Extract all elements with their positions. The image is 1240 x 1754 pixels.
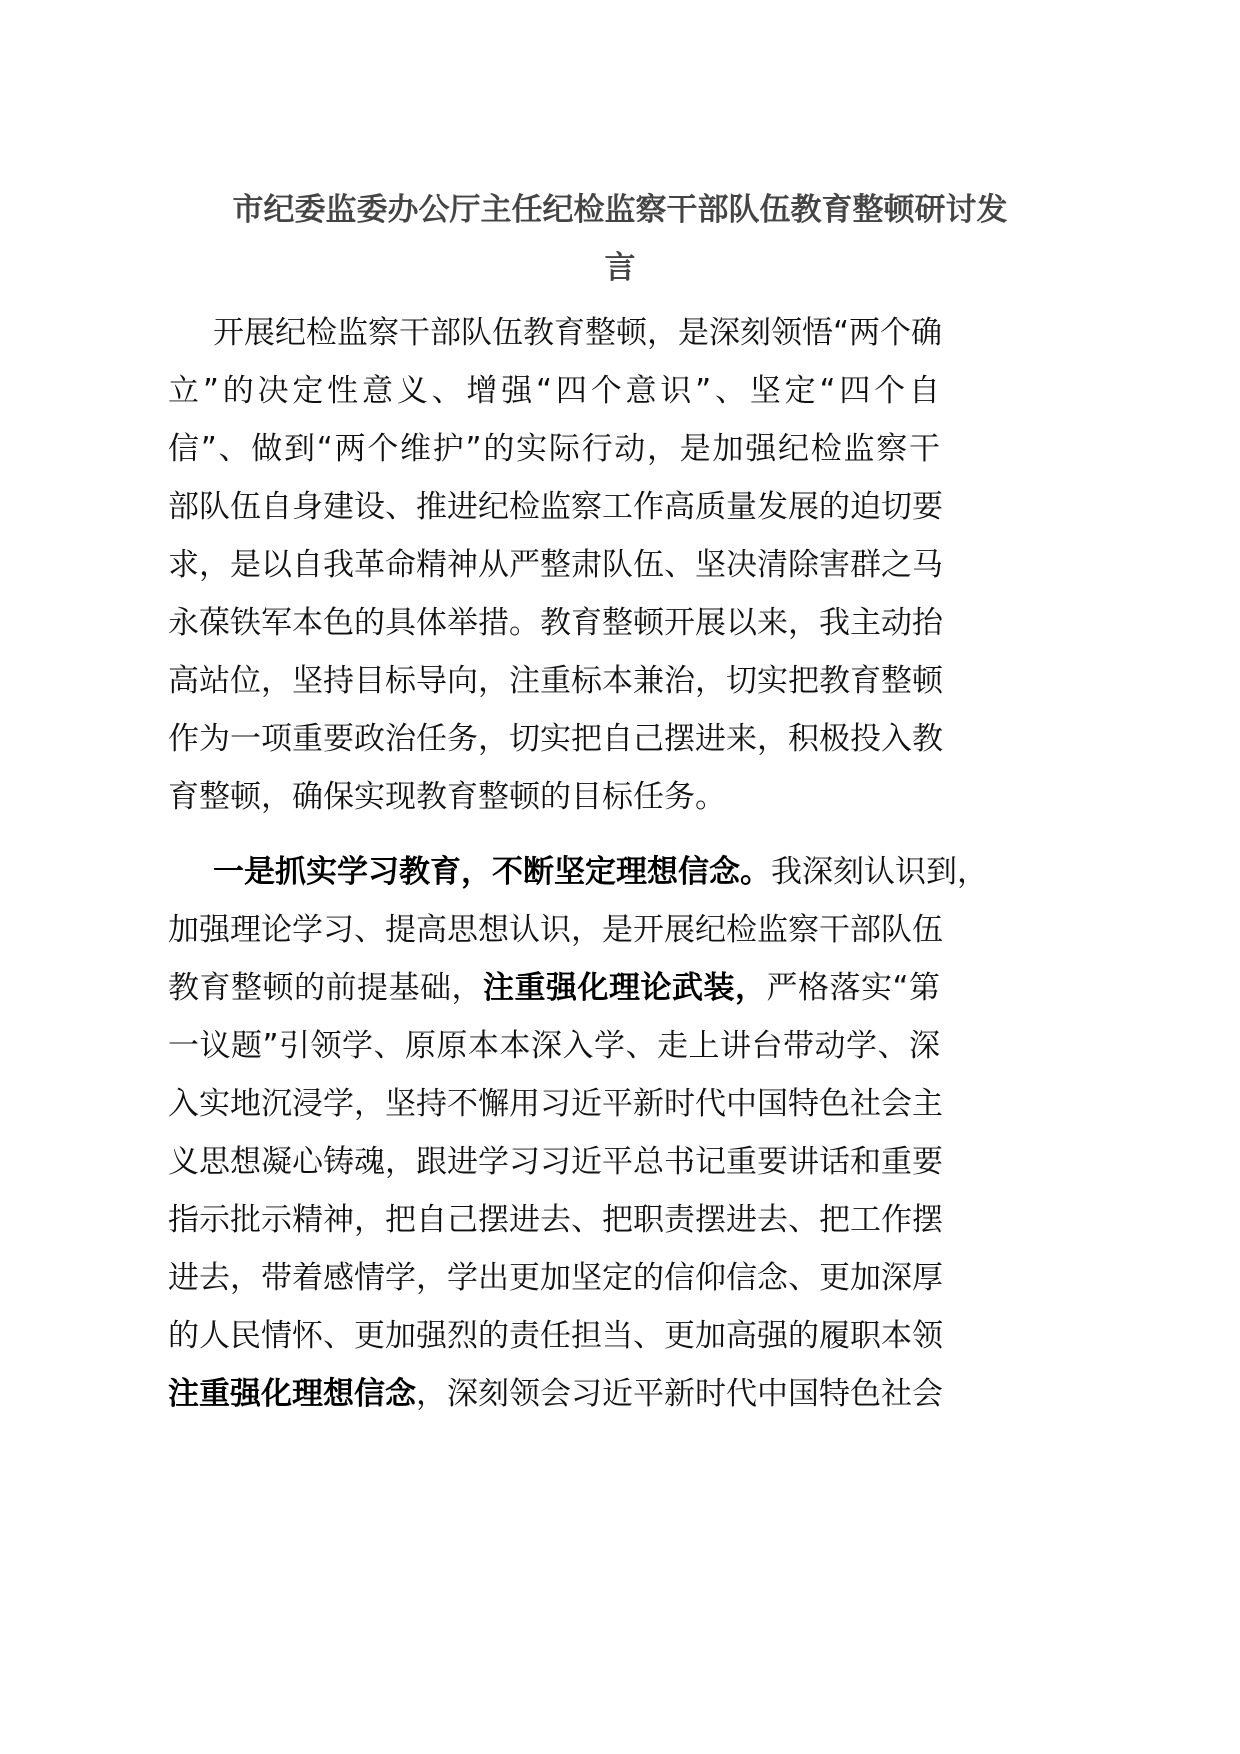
paragraph-2-line <box>168 1026 940 1066</box>
body-text: 育整顿，确保实现教育整顿的目标任务。 <box>168 779 726 815</box>
paragraph-2-line <box>168 1200 943 1240</box>
body-text: 指示批示精神，把自己摆进去、把职责摆进去、把工作摆 <box>168 1202 943 1238</box>
paragraph-1-line <box>168 429 940 469</box>
body-text: 义思想凝心铸魂，跟进学习习近平总书记重要讲话和重要 <box>168 1144 943 1180</box>
body-text: 一议题”引领学、原原本本深入学、走上讲台带动学、深 <box>168 1028 940 1064</box>
body-text: 永葆铁军本色的具体举措。教育整顿开展以来，我主动抬 <box>168 605 943 641</box>
body-text: 开展纪检监察干部队伍教育整顿，是深刻领悟“两个确 <box>213 315 943 351</box>
body-text: ，深刻领会习近平新时代中国特色社会 <box>416 1376 943 1412</box>
paragraph-2-line <box>168 1316 943 1356</box>
body-text: 立”的决定性意义、增强“四个意识”、坚定“四个自 <box>168 373 940 409</box>
paragraph-2-line <box>168 968 940 1008</box>
body-text: 求，是以自我革命精神从严整肃队伍、坚决清除害群之马 <box>168 547 943 583</box>
paragraph-2-line <box>168 910 943 950</box>
paragraph-2-line <box>168 1374 943 1414</box>
paragraph-1-line <box>168 371 940 411</box>
paragraph-1-line <box>168 777 940 817</box>
paragraph-1-line <box>213 313 943 353</box>
paragraph-2-line <box>168 1258 943 1298</box>
paragraph-2-line <box>168 1084 943 1124</box>
body-text: 的人民情怀、更加强烈的责任担当、更加高强的履职本领 <box>168 1318 943 1354</box>
body-text: 我深刻认识到， <box>771 854 988 890</box>
document-title-line-2: 言 <box>604 250 636 286</box>
bold-heading-text: 一是抓实学习教育，不断坚定理想信念。 <box>213 854 771 890</box>
bold-heading-text: 注重强化理论武装， <box>482 970 767 1006</box>
body-text: 高站位，坚持目标导向，注重标本兼治，切实把教育整顿 <box>168 663 943 699</box>
body-text: 作为一项重要政治任务，切实把自己摆进来，积极投入教 <box>168 721 943 757</box>
paragraph-1-line <box>168 661 943 701</box>
paragraph-1-line <box>168 487 943 527</box>
paragraph-1-line <box>168 603 943 643</box>
bold-heading-text: 注重强化理想信念 <box>168 1376 416 1412</box>
body-text: 严格落实“第 <box>766 970 941 1006</box>
body-text: 进去，带着感情学，学出更加坚定的信仰信念、更加深厚 <box>168 1260 943 1296</box>
paragraph-2-line <box>168 1142 943 1182</box>
paragraph-1-line <box>168 719 943 759</box>
body-text: 入实地沉浸学，坚持不懈用习近平新时代中国特色社会主 <box>168 1086 943 1122</box>
paragraph-1-line <box>168 545 943 585</box>
body-text: 教育整顿的前提基础， <box>168 970 483 1006</box>
body-text: 信”、做到“两个维护”的实际行动，是加强纪检监察干 <box>168 431 940 467</box>
body-text: 加强理论学习、提高思想认识，是开展纪检监察干部队伍 <box>168 912 943 948</box>
document-title-line-1: 市纪委监委办公厅主任纪检监察干部队伍教育整顿研讨发 <box>232 192 1008 228</box>
paragraph-2-line <box>213 852 988 892</box>
body-text: 部队伍自身建设、推进纪检监察工作高质量发展的迫切要 <box>168 489 943 525</box>
